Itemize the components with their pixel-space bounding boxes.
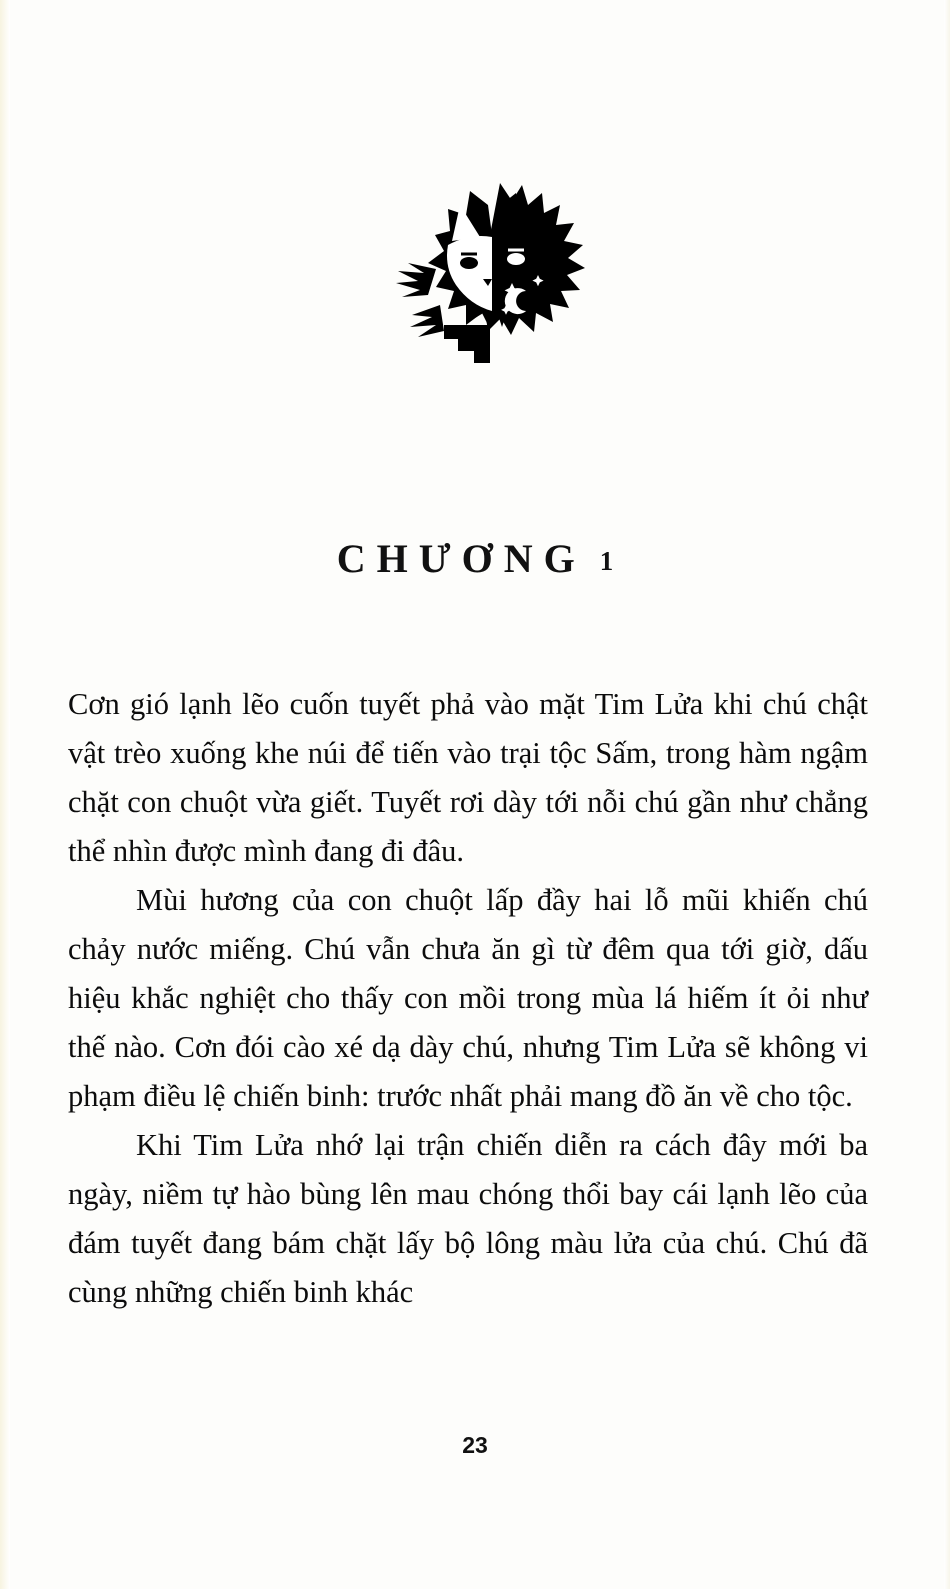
paragraph: Cơn gió lạnh lẽo cuốn tuyết phả vào mặt Tim Lửa khi chú chật vật trèo xuống khe núi để tiến vào trại tộc Sấm, trong hàm ngậm chặt con chuột vừa giết. Tuyết rơi dày tới nỗi chú gần như chẳng thể nhìn được mình đang đi đâu. [68, 687, 868, 868]
paragraph: Khi Tim Lửa nhớ lại trận chiến diễn ra cách đây mới ba ngày, niềm tự hào bùng lên mau chóng thổi bay cái lạnh lẽo của đám tuyết đang bám chặt lấy bộ lông màu lửa của chú. Chú đã cùng những chiến binh khác [68, 1128, 868, 1309]
paragraph: Mùi hương của con chuột lấp đầy hai lỗ mũi khiến chú chảy nước miếng. Chú vẫn chưa ăn gì từ đêm qua tới giờ, dấu hiệu khắc nghiệt cho thấy con mồi trong mùa lá hiếm ít ỏi như thế nào. Cơn đói cào xé dạ dày chú, nhưng Tim Lửa sẽ không vi phạm điều lệ chiến binh: trước nhất phải mang đồ ăn về cho tộc. [68, 883, 868, 1113]
body-text [68, 680, 868, 1317]
chapter-ornament [0, 175, 950, 395]
page-number: 23 [462, 1432, 488, 1458]
chapter-number: 1 [599, 546, 614, 576]
chapter-title [0, 535, 950, 582]
cat-yin-yang-emblem-icon [340, 175, 610, 395]
chapter-label: CHƯƠNG [336, 536, 586, 581]
